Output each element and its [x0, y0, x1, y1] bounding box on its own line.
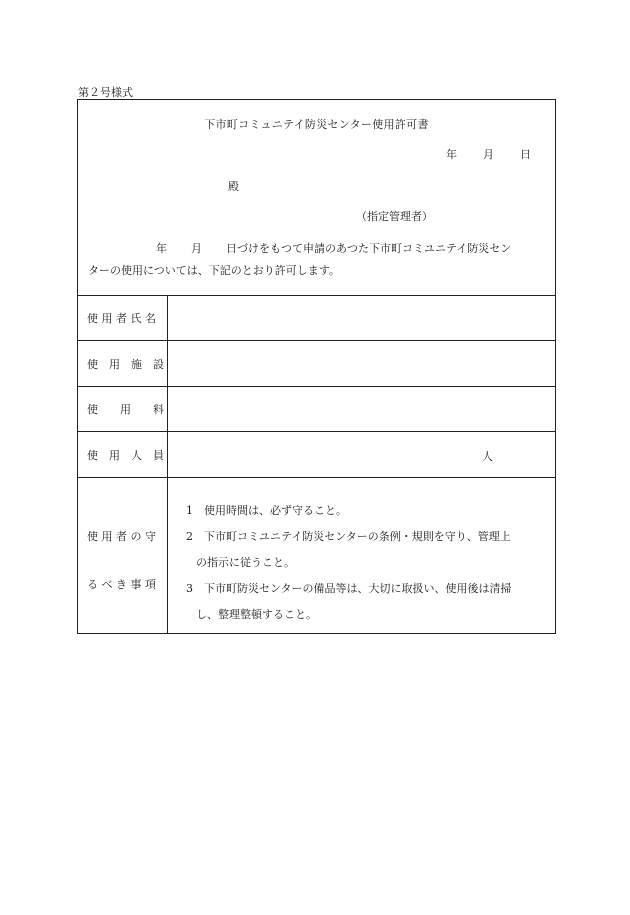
date-day-label: 日	[520, 148, 531, 161]
field-value-facility[interactable]	[168, 341, 555, 386]
issuer-label: （指定管理者）	[356, 210, 433, 223]
rules-label-line-1: 使 用 者 の 守	[87, 530, 156, 543]
rule-item	[186, 498, 551, 524]
addressee-honorific: 殿	[228, 180, 239, 193]
rules-label-line-2: る べ き 事 項	[87, 578, 156, 591]
permission-statement	[86, 238, 548, 282]
rule-number: 2	[186, 530, 193, 543]
document-title: 下市町コミュニテイ防災センター使用許可書	[204, 118, 429, 131]
field-row-user-name	[78, 296, 555, 341]
field-row-fee	[78, 387, 555, 432]
field-value-headcount[interactable]	[168, 432, 555, 477]
rule-text-continued: し、整理整頓すること。	[196, 608, 317, 621]
field-label-fee: 使 用 料	[78, 387, 168, 431]
field-label-facility: 使 用 施 設	[78, 341, 168, 386]
field-label-user-name: 使 用 者 氏 名	[78, 296, 168, 340]
rule-item	[186, 524, 551, 576]
rule-text: 使用時間は、必ず守ること。	[204, 504, 347, 517]
field-value-fee[interactable]	[168, 387, 555, 431]
field-label-headcount: 使 用 人 員	[78, 432, 168, 477]
rules-list	[186, 498, 551, 628]
rules-label	[78, 478, 168, 633]
statement-month-label: 月	[191, 242, 202, 255]
rule-text: 下市町防災センターの備品等は、大切に取扱い、使用後は清掃	[204, 582, 512, 595]
date-month-label: 月	[483, 148, 494, 161]
statement-line-1: 日づけをもつて申請のあつた下市町コミユニテイ防災セン	[226, 242, 512, 255]
field-value-user-name[interactable]	[168, 296, 555, 340]
rule-text: 下市町コミユニテイ防災センターの条例・規則を守り、管理上	[204, 530, 511, 543]
statement-year-label: 年	[156, 242, 167, 255]
headcount-unit: 人	[482, 450, 493, 463]
field-row-facility	[78, 341, 555, 387]
rules-row	[78, 478, 555, 633]
field-row-headcount	[78, 432, 555, 478]
header-section	[78, 100, 555, 296]
form-number: 第２号様式	[78, 86, 133, 99]
issue-date	[446, 146, 531, 162]
rule-number: 1	[186, 504, 193, 517]
rule-number: 3	[186, 582, 193, 595]
rule-item	[186, 576, 551, 628]
permit-form	[77, 99, 556, 634]
rule-text-continued: の指示に従うこと。	[196, 556, 295, 569]
date-year-label: 年	[446, 148, 457, 161]
statement-line-2: ターの使用については、下記のとおり許可します。	[88, 264, 340, 277]
